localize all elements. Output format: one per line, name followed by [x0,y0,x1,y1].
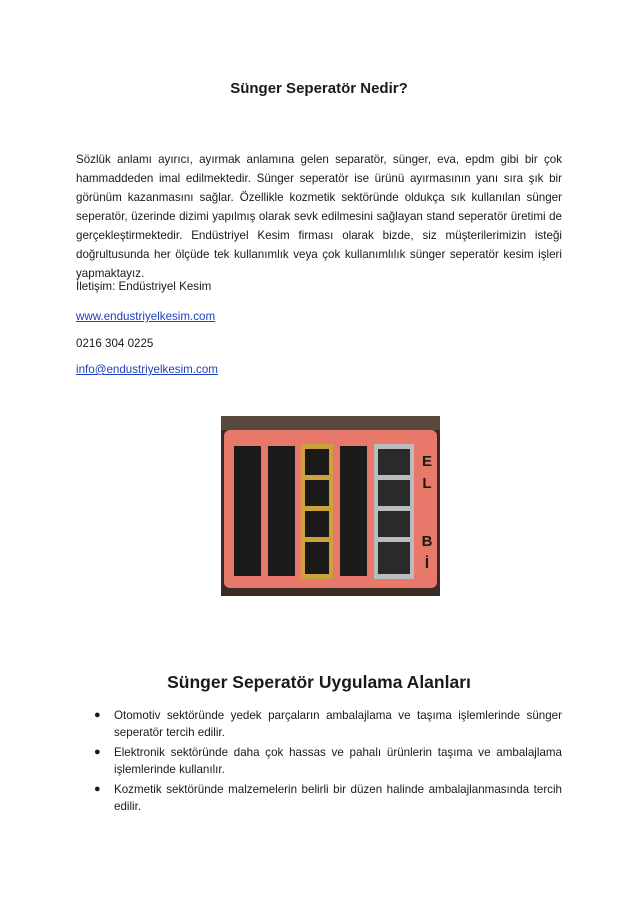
logo-letter-l: L [422,475,432,492]
logo-letter-i: İ [424,555,430,572]
tray-slot [340,446,367,576]
bullet-icon: ● [94,783,101,795]
bullet-icon: ● [94,746,101,758]
website-link[interactable]: www.endustriyelkesim.com [76,310,216,323]
phone-number: 0216 304 0225 [76,337,154,350]
intro-paragraph: Sözlük anlamı ayırıcı, ayırmak anlamına gelen separatör, sünger, eva, epdm gibi bir çok hammaddeden imal edilmektedir. Sünger seperatör ise ürünü ayırmasının yanı sıra şık bir görünüm kazanmasını sağlar. Özellikle kozmetik sektöründe oldukça sık kullanılan sünger seperatör, üzerinde dizimi yapılmış olarak sevk edilmesini sağlayan stand seperatör üretimi de gerçekleştirmektedir. Endüstriyel Kesim firması olarak bizde, siz müşterilerimizin isteği doğrultusunda her ölçüde tek kullanımlık veya çok kullanımlılık sünger seperatör kesim işleri yapmaktayız. [76,153,562,280]
section-title: Sünger Seperatör Uygulama Alanları [167,672,471,692]
list-item-text: Kozmetik sektöründe malzemelerin belirli bir düzen halinde ambalajlanmasında tercih edilir. [114,783,562,813]
bullet-icon: ● [94,709,101,721]
list-item [76,744,562,778]
sponge-separator-tray-photo [221,416,440,596]
list-item-text: Otomotiv sektöründe yedek parçaların ambalajlama ve taşıma işlemlerinde sünger seperatör tercih edilir. [114,709,562,739]
list-item [76,781,562,815]
page-title: Sünger Seperatör Nedir? [230,80,408,97]
list-item-text: Elektronik sektöründe daha çok hassas ve pahalı ürünlerin taşıma ve ambalajlama işlemlerinde kullanılır. [114,746,562,776]
logo-letter-e: E [421,453,433,470]
email-link[interactable]: info@endustriyelkesim.com [76,363,218,376]
contact-label: İletişim: Endüstriyel Kesim [76,280,212,293]
tray-slot [234,446,261,576]
list-item [76,707,562,741]
tray-slot [268,446,295,576]
applications-list [76,707,562,818]
logo-letter-b: B [421,533,433,550]
